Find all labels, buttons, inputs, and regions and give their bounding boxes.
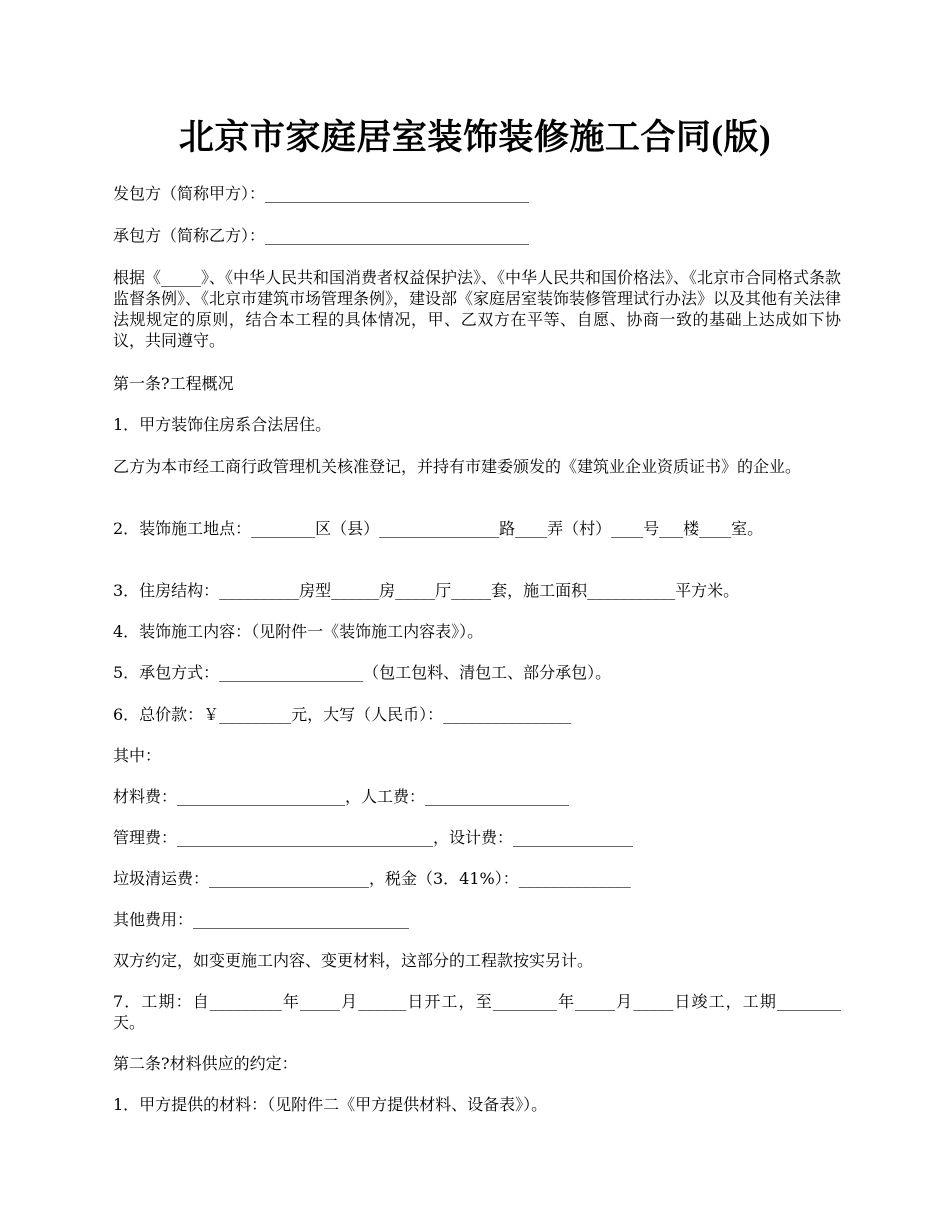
clause-1-1: 1．甲方装饰住房系合法居住。 xyxy=(113,415,332,434)
clause-1-4-content: 4．装饰施工内容：（见附件一《装饰施工内容表》）。 xyxy=(113,622,484,641)
change-agreement-paragraph: 双方约定，如变更施工内容、变更材料，这部分的工程款按实另计。 xyxy=(113,951,594,970)
preamble-paragraph: 根据《_____》、《中华人民共和国消费者权益保护法》、《中华人民共和国价格法》、《北京市合同格式条款监督条例》、《北京市建筑市场管理条例》，建设部《家庭居室装饰装修管理试行办法》以及其他有关法律法规规定的原则，结合本工程的具体情况，甲、乙双方在平等、自愿、协商一致的基础上达成如下协议，共同遵守。 xyxy=(113,268,842,350)
contractor-qualification-paragraph: 乙方为本市经工商行政管理机关核准登记，并持有市建委颁发的《建筑业企业资质证书》的企业。 xyxy=(113,457,802,476)
party-b-line: 承包方（简称乙方）：_________________________________ xyxy=(113,226,530,245)
clause-1-3-structure: 3．住房结构：__________房型______房_____厅_____套，施工面积___________平方米。 xyxy=(113,581,740,600)
other-cost-line: 其他费用：___________________________ xyxy=(113,910,410,929)
party-a-line: 发包方（简称甲方）：_________________________________ xyxy=(113,184,530,203)
clause-1-5-contract-mode: 5．承包方式：__________________（包工包料、清包工、部分承包）。 xyxy=(113,663,612,682)
document-title: 北京市家庭居室装饰装修施工合同(版) xyxy=(178,118,772,157)
waste-tax-cost-line: 垃圾清运费：____________________，税金（3．41%）：______________ xyxy=(113,869,631,888)
cost-breakdown-label: 其中： xyxy=(113,746,162,765)
clause-1-2-location: 2．装饰施工地点：________区（县）_______________路____弄（村）____号___楼____室。 xyxy=(113,519,764,538)
clause-2-1: 1．甲方提供的材料：（见附件二《甲方提供材料、设备表》）。 xyxy=(113,1095,548,1114)
article-1-heading: 第一条?工程概况 xyxy=(113,374,234,393)
clause-1-6-total-price: 6．总价款：￥_________元，大写（人民币）：________________ xyxy=(113,705,572,724)
material-labor-cost-line: 材料费：_____________________，人工费：__________________ xyxy=(113,787,570,806)
article-2-heading: 第二条?材料供应的约定： xyxy=(113,1054,298,1073)
management-design-cost-line: 管理费：________________________________，设计费：_______________ xyxy=(113,828,634,847)
clause-1-7-schedule: 7．工期：自_________年_____月______日开工，至________年_____月_____日竣工，工期________天。 xyxy=(113,992,841,1032)
